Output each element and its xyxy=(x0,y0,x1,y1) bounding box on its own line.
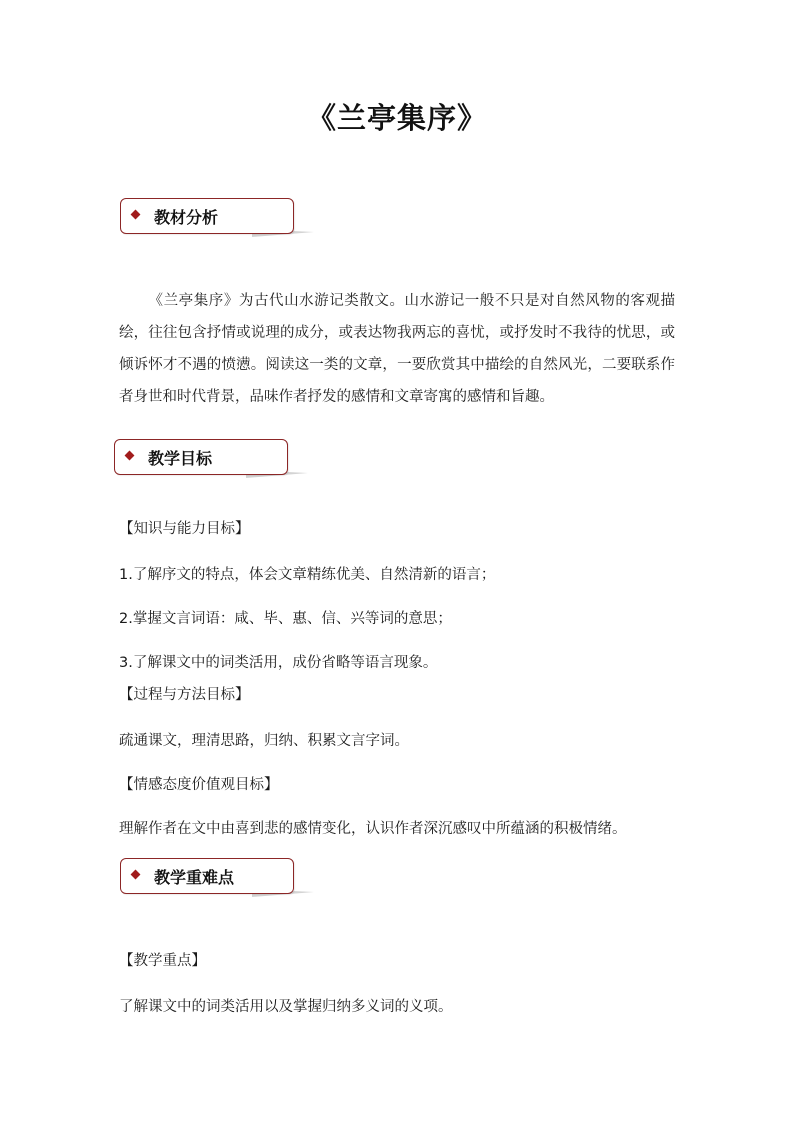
analysis-paragraph xyxy=(119,285,675,413)
knowledge-goal-item: 2.掌握文言词语：咸、毕、惠、信、兴等词的意思； xyxy=(119,611,452,627)
knowledge-goal-item: 1.了解序文的特点，体会文章精练优美、自然清新的语言； xyxy=(119,567,496,583)
emotion-goals-text: 理解作者在文中由喜到悲的感情变化，认识作者深沉感叹中所蕴涵的积极情绪。 xyxy=(119,821,627,837)
key-points-heading: 【教学重点】 xyxy=(119,953,206,969)
section-header-analysis xyxy=(120,198,320,248)
section-title-analysis: 教材分析 xyxy=(154,208,219,227)
key-points-text: 了解课文中的词类活用以及掌握归纳多义词的义项。 xyxy=(119,999,453,1015)
process-goals-heading: 【过程与方法目标】 xyxy=(119,687,250,703)
analysis-text: 《兰亭集序》为古代山水游记类散文。山水游记一般不只是对自然风物的客观描绘，往往包含抒情或说理的成分，或表达物我两忘的喜忧，或抒发时不我待的忧思，或倾诉怀才不遇的愤懑。阅读这一类的文章，一要欣赏其中描绘的自然风光，二要联系作者身世和时代背景，品味作者抒发的感情和文章寄寓的感情和旨趣。 xyxy=(119,293,675,405)
section-title-goals: 教学目标 xyxy=(148,449,213,468)
document-title: 《兰亭集序》 xyxy=(306,101,487,135)
section-title-key-points: 教学重难点 xyxy=(154,868,235,887)
process-goals-text: 疏通课文，理清思路，归纳、积累文言字词。 xyxy=(119,733,409,749)
knowledge-goal-item: 3.了解课文中的词类活用，成份省略等语言现象。 xyxy=(119,655,438,671)
section-header-goals xyxy=(114,439,314,489)
emotion-goals-heading: 【情感态度价值观目标】 xyxy=(119,777,279,793)
knowledge-goals-heading: 【知识与能力目标】 xyxy=(119,521,250,537)
section-header-key-points xyxy=(120,858,320,908)
